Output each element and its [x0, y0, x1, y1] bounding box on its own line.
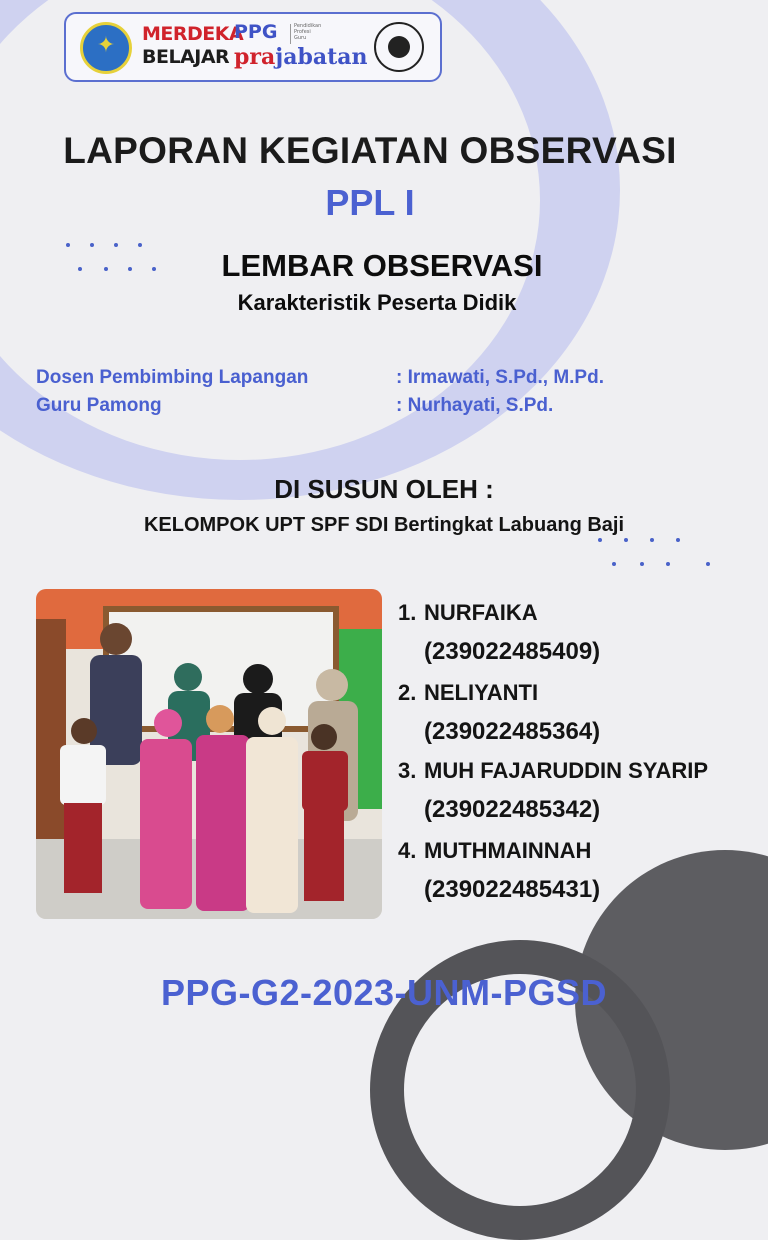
ppg-logo-text: PPG: [234, 21, 278, 43]
member-nim: (239022485431): [424, 876, 601, 903]
member-nim: (239022485364): [424, 718, 601, 745]
member-name: MUH FAJARUDDIN SYARIP: [424, 758, 709, 783]
list-item: 2. NELIYANTI (239022485364): [398, 680, 601, 745]
belajar-logo-text: BELAJAR: [142, 46, 230, 68]
group-name: KELOMPOK UPT SPF SDI Bertingkat Labuang Baji: [143, 514, 625, 536]
page-subtitle: PPL I: [325, 182, 415, 223]
page-title: LAPORAN KEGIATAN OBSERVASI: [63, 130, 677, 171]
member-nim: (239022485342): [424, 796, 601, 823]
footer-code: PPG-G2-2023-UNM-PGSD: [160, 972, 608, 1013]
info-value-dosen: Irmawati, S.Pd., M.Pd.: [407, 367, 604, 388]
unm-logo-icon: [374, 22, 424, 72]
header-logo-box: [64, 12, 442, 82]
prepared-by-label: DI SUSUN OLEH :: [274, 474, 494, 504]
list-item: 3. MUH FAJARUDDIN SYARIP (239022485342): [398, 758, 709, 823]
sheet-subtitle: Karakteristik Peserta Didik: [237, 290, 517, 315]
sheet-title: LEMBAR OBSERVASI: [221, 248, 543, 283]
ppg-small-text: Pendidikan Profesi Guru: [294, 23, 322, 41]
kemdikbud-logo-icon: ✦: [80, 22, 132, 74]
member-name: NURFAIKA: [424, 600, 538, 625]
list-item: 1. NURFAIKA (239022485409): [398, 600, 601, 665]
info-value-guru: Nurhayati, S.Pd.: [407, 395, 554, 416]
prajabatan-logo-text: prajabatan: [234, 44, 368, 70]
group-photo: [36, 589, 382, 919]
info-row-guru: Guru Pamong: [36, 395, 162, 416]
member-name: MUTHMAINNAH: [424, 838, 592, 863]
member-name: NELIYANTI: [424, 680, 539, 705]
member-nim: (239022485409): [424, 638, 601, 665]
merdeka-logo-text: MERDEKA: [142, 23, 244, 45]
info-row-dosen: Dosen Pembimbing Lapangan: [36, 367, 309, 388]
list-item: 4. MUTHMAINNAH (239022485431): [398, 838, 601, 903]
